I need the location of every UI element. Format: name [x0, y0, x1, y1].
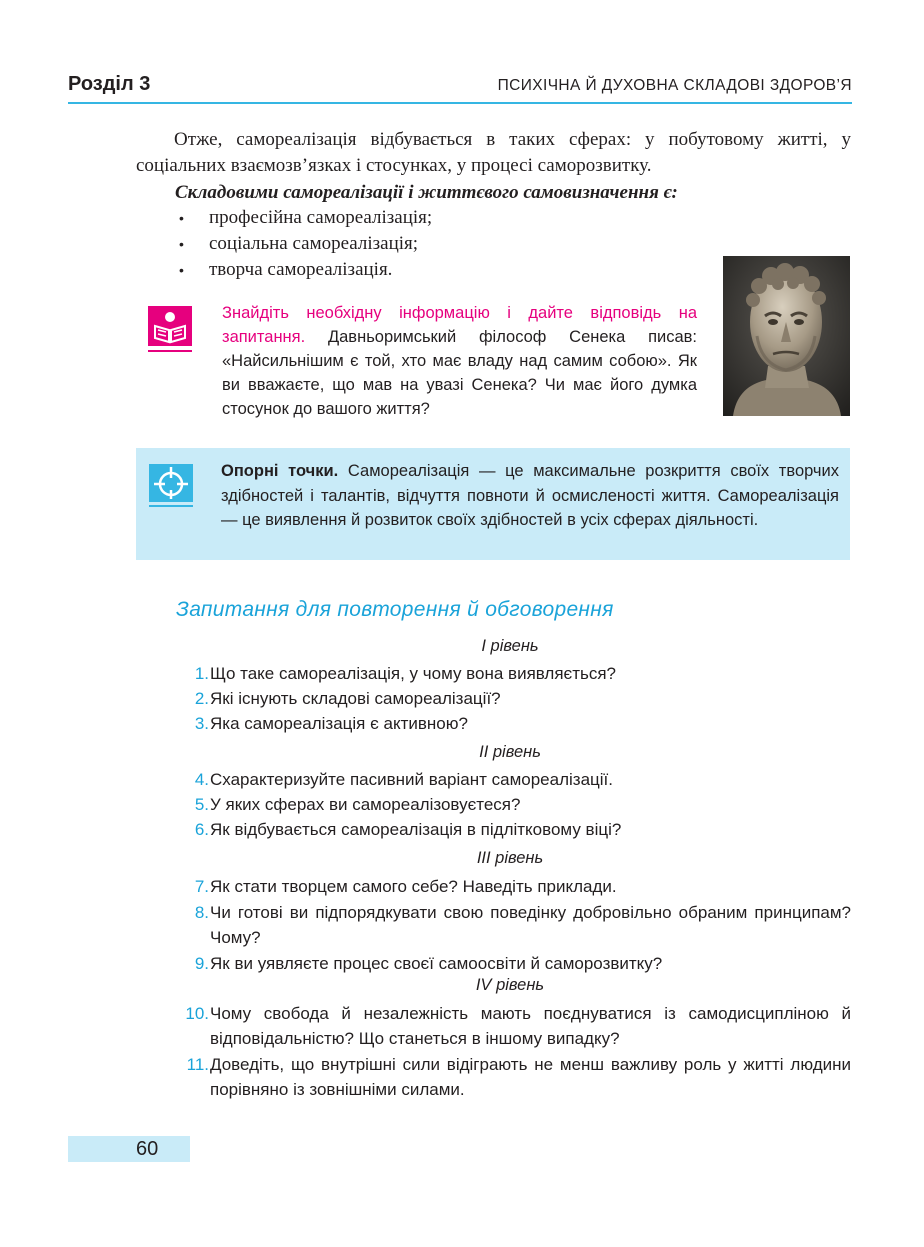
- key-points-text: [221, 459, 839, 533]
- list-item: • соціальна самореалізація;: [175, 231, 432, 257]
- level-heading: I рівень: [481, 637, 539, 655]
- target-crosshair-icon: [149, 464, 193, 502]
- question-item: 6. Як відбувається самореалізація в підлітковому віці?: [194, 820, 622, 839]
- page-number: 60: [136, 1138, 159, 1160]
- question-item: 3. Яка самореалізація є активною?: [194, 714, 468, 733]
- list-item: • творча самореалізація.: [175, 257, 432, 283]
- task-text: [222, 301, 697, 421]
- key-points-body: Самореалізація — це максимальне розкриття своїх творчих здібностей і талантів, відчуття повноти й осмисленості життя. Самореалізація — це виявлення й розвиток своїх здібностей в усіх сферах діяльності.: [221, 462, 839, 529]
- level-heading: III рівень: [476, 849, 544, 867]
- key-points-label: Опорні точки.: [221, 462, 339, 480]
- question-item: 4. Схарактеризуйте пасивний варіант самореалізації.: [194, 770, 613, 789]
- task-instruction: Знайдіть необхідну інформацію і дайте відповідь на запитання.: [222, 304, 697, 346]
- bullet-icon: •: [179, 236, 184, 252]
- bullet-icon: •: [179, 262, 184, 278]
- reading-book-icon: [148, 306, 192, 346]
- list-item: • професійна самореалізація;: [175, 205, 432, 231]
- level-heading: II рівень: [479, 743, 541, 761]
- question-item: 2. Які існують складові самореалізації?: [194, 689, 501, 708]
- seneca-bust-image: [723, 256, 850, 416]
- task-body: Давньоримський філософ Сенека писав: «Найсильнішим є той, хто має владу над самим собою». Як ви вважаєте, що мав на увазі Сенека? Чи має його думка стосунок до вашого життя?: [222, 328, 697, 418]
- question-item: 8. Чи готові ви підпорядкувати свою поведінку добровільно обраним принципам? Чому?: [194, 903, 851, 947]
- question-item: 1. Що таке самореалізація, у чому вона виявляється?: [194, 664, 617, 683]
- question-item: 7. Як стати творцем самого себе? Наведіть приклади.: [194, 877, 617, 896]
- section-label: Розділ 3: [68, 73, 151, 95]
- icon-underline: [148, 350, 192, 352]
- header-divider: [68, 102, 852, 104]
- question-item: 9. Як ви уявляєте процес своєї самоосвіти й саморозвитку?: [194, 954, 663, 973]
- bullet-icon: •: [179, 210, 184, 226]
- icon-underline: [149, 505, 193, 507]
- intro-paragraph: Отже, самореалізація відбувається в таких сферах: у побутовому житті, у соціальних взаємозв’язках і стосунках, у процесі саморозвитку.: [136, 129, 851, 176]
- question-item: 10. Чому свобода й незалежність мають поєднуватися із самодисципліною й відповідальністю? Що станеться в іншому випадку?: [185, 1004, 851, 1048]
- lead-sentence: Складовими самореалізації і життєвого самовизначення є:: [175, 182, 678, 203]
- page-number-bar: [68, 1136, 190, 1162]
- chapter-title: ПСИХІЧНА Й ДУХОВНА СКЛАДОВІ ЗДОРОВ’Я: [497, 77, 852, 94]
- question-item: 11. Доведіть, що внутрішні сили відіграють не менш важливу роль у житті людини порівняно із зовнішніми силами.: [186, 1055, 851, 1099]
- questions-heading: Запитання для повторення й обговорення: [176, 598, 614, 621]
- question-item: 5. У яких сферах ви самореалізовуєтеся?: [194, 795, 521, 814]
- level-heading: IV рівень: [475, 976, 545, 994]
- bullet-list: [175, 205, 432, 283]
